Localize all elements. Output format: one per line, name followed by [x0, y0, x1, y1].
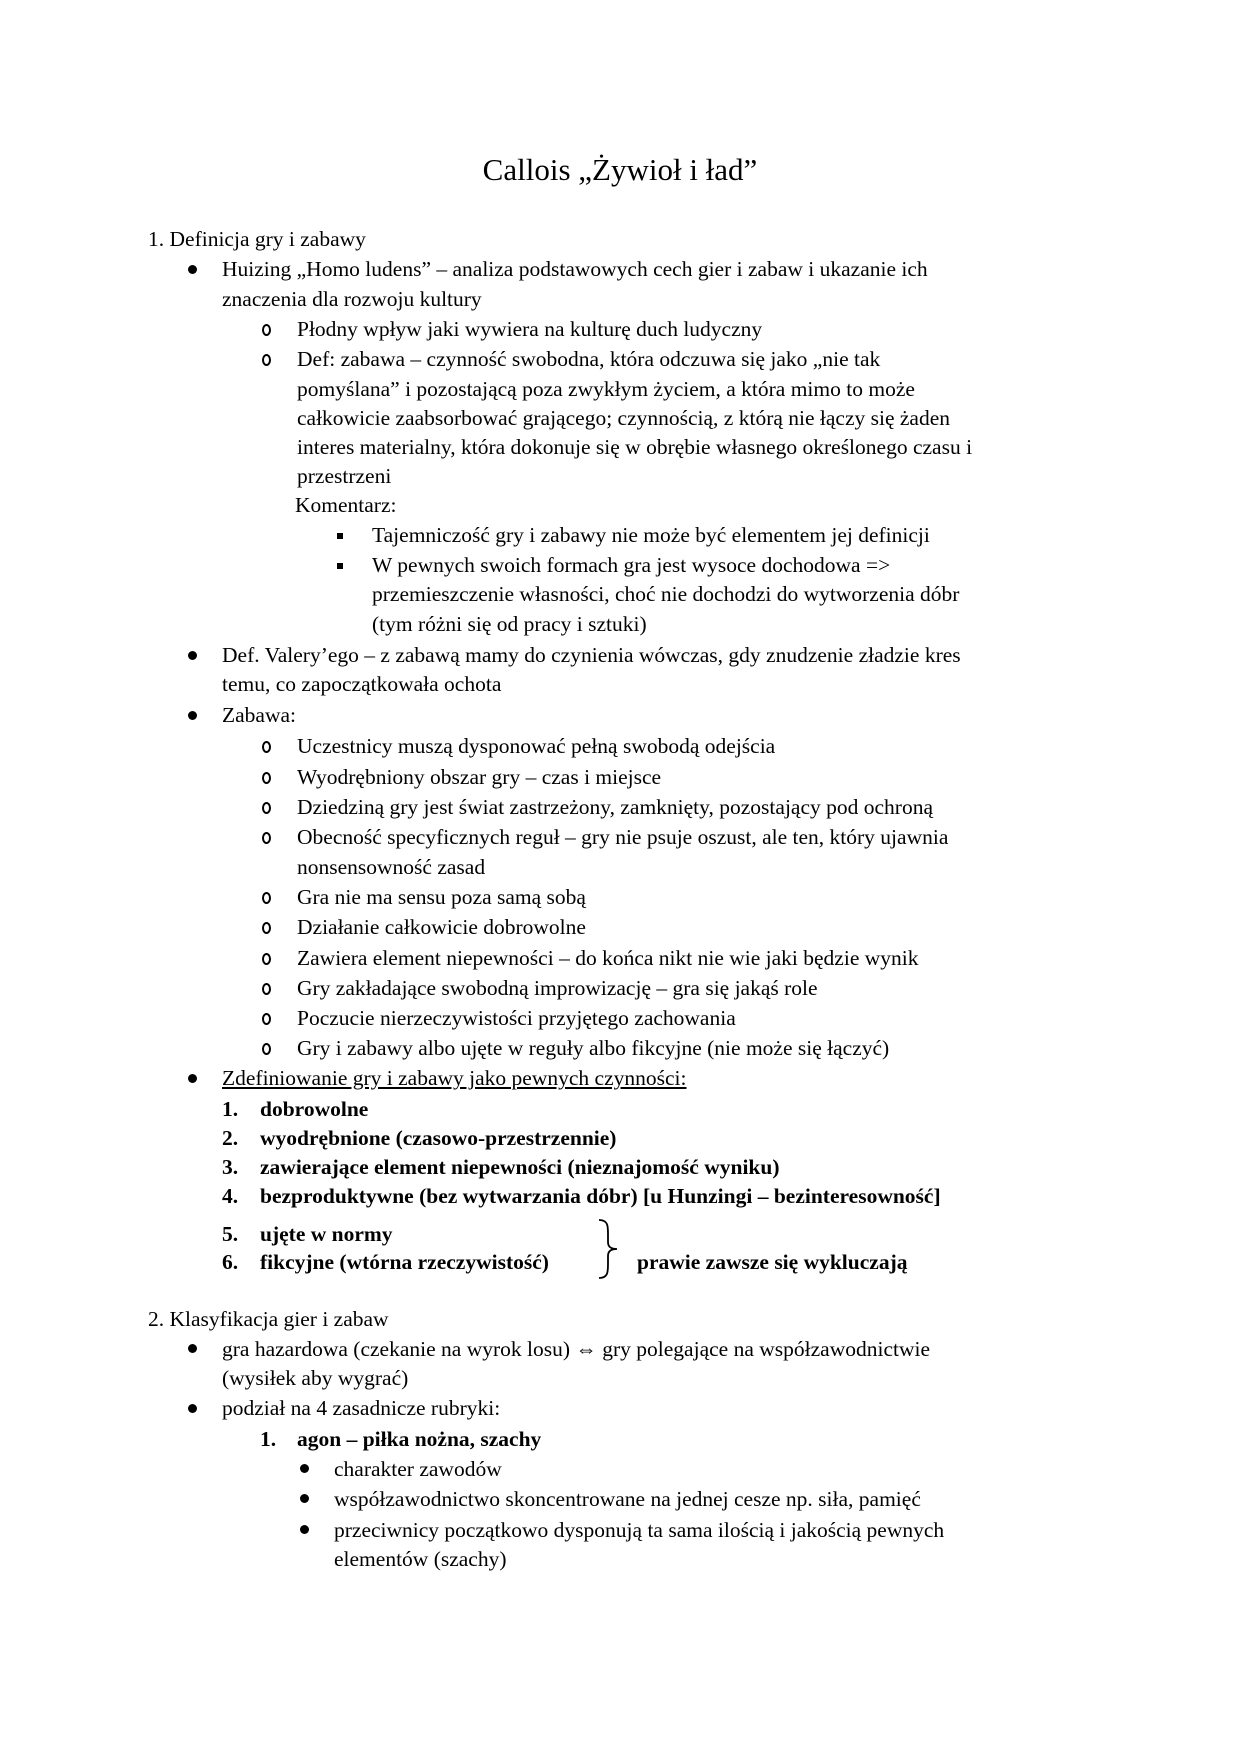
- bullet-icon: [300, 1525, 309, 1534]
- circle-bullet-icon: [262, 892, 271, 904]
- list-item: bezproduktywne (bez wytwarzania dóbr) [u Hunzingi – bezinteresowność]: [260, 1184, 941, 1208]
- circle-bullet-icon: [262, 922, 271, 934]
- bullet-icon: [300, 1464, 309, 1473]
- list-item: Obecność specyficznych reguł – gry nie psuje oszust, ale ten, który ujawnia: [297, 825, 949, 849]
- section-heading: 1. Definicja gry i zabawy: [148, 227, 366, 251]
- list-item-continuation: nonsensowność zasad: [297, 855, 486, 879]
- list-item: Zabawa:: [222, 703, 297, 727]
- list-item: Def: zabawa – czynność swobodna, która odczuwa się jako „nie tak: [297, 347, 881, 371]
- circle-bullet-icon: [262, 772, 271, 784]
- circle-bullet-icon: [262, 953, 271, 965]
- list-item: Dziedziną gry jest świat zastrzeżony, zamknięty, pozostający pod ochroną: [297, 795, 933, 819]
- list-item: Huizing „Homo ludens” – analiza podstawowych cech gier i zabaw i ukazanie ich: [222, 257, 928, 281]
- list-number: 1.: [222, 1097, 239, 1121]
- bullet-icon: [188, 651, 197, 660]
- list-item: Uczestnicy muszą dysponować pełną swobodą odejścia: [297, 734, 776, 758]
- bullet-icon: [188, 711, 197, 720]
- list-item: ujęte w normy: [260, 1222, 393, 1246]
- list-item-continuation: elementów (szachy): [334, 1547, 507, 1571]
- list-number: 6.: [222, 1250, 239, 1274]
- list-item: Gry zakładające swobodną improwizację – gra się jakąś role: [297, 976, 818, 1000]
- list-item: W pewnych swoich formach gra jest wysoce dochodowa =>: [372, 553, 891, 577]
- list-item: przeciwnicy początkowo dysponują ta sama ilością i jakością pewnych: [334, 1518, 945, 1542]
- bullet-icon: [188, 1404, 197, 1413]
- comment-label: Komentarz:: [295, 493, 397, 517]
- circle-bullet-icon: [262, 354, 271, 366]
- list-item: Działanie całkowicie dobrowolne: [297, 915, 586, 939]
- section-heading: 2. Klasyfikacja gier i zabaw: [148, 1307, 389, 1331]
- list-item: wyodrębnione (czasowo-przestrzennie): [260, 1126, 617, 1150]
- list-item: zawierające element niepewności (nieznajomość wyniku): [260, 1155, 780, 1179]
- list-item: podział na 4 zasadnicze rubryki:: [222, 1396, 501, 1420]
- list-number: 5.: [222, 1222, 239, 1246]
- bullet-icon: [188, 265, 197, 274]
- square-bullet-icon: [337, 563, 343, 569]
- list-item: Def. Valery’ego – z zabawą mamy do czynienia wówczas, gdy znudzenie zładzie kres: [222, 643, 961, 667]
- list-item: Zawiera element niepewności – do końca nikt nie wie jaki będzie wynik: [297, 946, 919, 970]
- list-item: współzawodnictwo skoncentrowane na jednej cesze np. siła, pamięć: [334, 1487, 921, 1511]
- list-item-continuation: przemieszczenie własności, choć nie dochodzi do wytworzenia dóbr: [372, 582, 960, 606]
- curly-brace-icon: [595, 1218, 625, 1280]
- list-item-continuation: znaczenia dla rozwoju kultury: [222, 287, 482, 311]
- document-title: Callois „Żywioł i ład”: [482, 152, 758, 187]
- list-item: fikcyjne (wtórna rzeczywistość): [260, 1250, 549, 1274]
- list-item: dobrowolne: [260, 1097, 369, 1121]
- bullet-icon: [188, 1344, 197, 1353]
- list-item-continuation: (tym różni się od pracy i sztuki): [372, 612, 647, 636]
- list-item: agon – piłka nożna, szachy: [297, 1427, 542, 1451]
- list-item: Zdefiniowanie gry i zabawy jako pewnych czynności:: [222, 1066, 687, 1090]
- list-item: charakter zawodów: [334, 1457, 502, 1481]
- list-item-continuation: przestrzeni: [297, 464, 392, 488]
- circle-bullet-icon: [262, 832, 271, 844]
- circle-bullet-icon: [262, 741, 271, 753]
- circle-bullet-icon: [262, 1043, 271, 1055]
- list-number: 4.: [222, 1184, 239, 1208]
- brace-annotation: prawie zawsze się wykluczają: [637, 1250, 908, 1274]
- circle-bullet-icon: [262, 983, 271, 995]
- bullet-icon: [300, 1494, 309, 1503]
- list-item: Płodny wpływ jaki wywiera na kulturę duch ludyczny: [297, 317, 763, 341]
- list-item-continuation: (wysiłek aby wygrać): [222, 1366, 409, 1390]
- list-item: Gra nie ma sensu poza samą sobą: [297, 885, 586, 909]
- list-number: 1.: [260, 1427, 277, 1451]
- list-item-continuation: interes materialny, która dokonuje się w obrębie własnego określonego czasu i: [297, 435, 973, 459]
- list-item: Poczucie nierzeczywistości przyjętego zachowania: [297, 1006, 736, 1030]
- list-number: 3.: [222, 1155, 239, 1179]
- circle-bullet-icon: [262, 324, 271, 336]
- list-item-continuation: pomyślana” i pozostającą poza zwykłym życiem, a która mimo to może: [297, 377, 915, 401]
- bullet-icon: [188, 1074, 197, 1083]
- list-item: Wyodrębniony obszar gry – czas i miejsce: [297, 765, 662, 789]
- circle-bullet-icon: [262, 802, 271, 814]
- list-item-continuation: całkowicie zaabsorbować grającego; czynnością, z którą nie łączy się żaden: [297, 406, 951, 430]
- square-bullet-icon: [337, 533, 343, 539]
- list-item: gra hazardowa (czekanie na wyrok losu) ⇔ gry polegające na współzawodnictwie: [222, 1337, 931, 1361]
- list-item: Tajemniczość gry i zabawy nie może być elementem jej definicji: [372, 523, 930, 547]
- list-number: 2.: [222, 1126, 239, 1150]
- list-item: Gry i zabawy albo ujęte w reguły albo fikcyjne (nie może się łączyć): [297, 1036, 890, 1060]
- list-item-continuation: temu, co zapoczątkowała ochota: [222, 672, 502, 696]
- circle-bullet-icon: [262, 1013, 271, 1025]
